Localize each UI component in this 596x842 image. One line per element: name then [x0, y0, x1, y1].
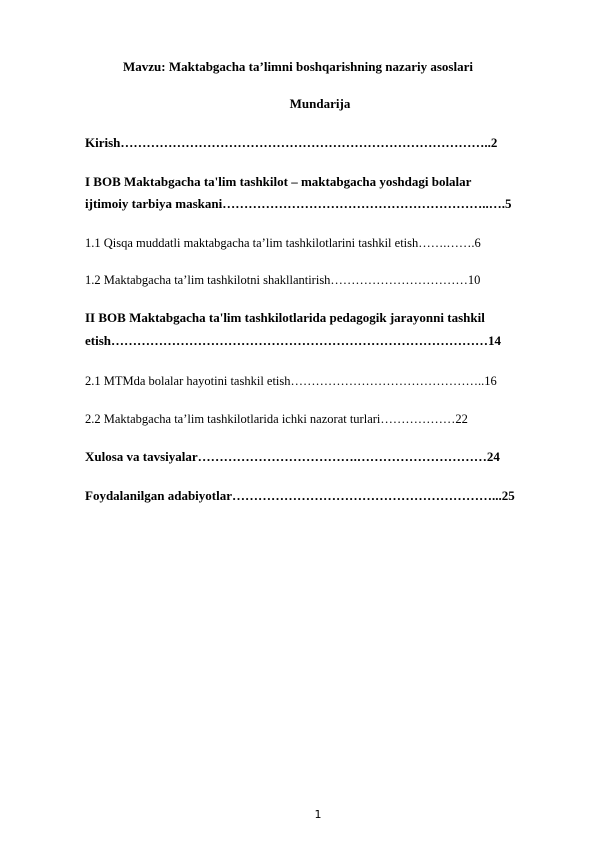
toc-entry-chapter-1-cont: ijtimoiy tarbiya maskani……………………………………………………..….5: [85, 196, 512, 211]
toc-entry-xulosa: Xulosa va tavsiyalar……………………………….…………………………24: [85, 449, 500, 464]
toc-entry-section-1-2: 1.2 Maktabgacha ta’lim tashkilotni shakllantirish……………………………10: [85, 273, 481, 287]
toc-entry-section-2-2: 2.2 Maktabgacha ta’lim tashkilotlarida ichki nazorat turlari………………22: [85, 412, 468, 426]
toc-entry-section-2-1: 2.1 MTMda bolalar hayotini tashkil etish………………………………………..16: [85, 374, 497, 388]
toc-entry-kirish: Kirish…………………………………………………………………………..2: [85, 135, 498, 150]
toc-entry-chapter-1: I BOB Maktabgacha ta'lim tashkilot – maktabgacha yoshdagi bolalar: [85, 174, 472, 189]
document-title: Mavzu: Maktabgacha ta’limni boshqarishning nazariy asoslari: [123, 59, 473, 74]
toc-heading: Mundarija: [289, 96, 351, 111]
toc-entry-chapter-2: II BOB Maktabgacha ta'lim tashkilotlarida pedagogik jarayonni tashkil: [85, 310, 485, 325]
toc-entry-chapter-2-cont: etish……………………………………………………………………………14: [85, 333, 501, 348]
toc-entry-section-1-1: 1.1 Qisqa muddatli maktabgacha ta’lim tashkilotlarini tashkil etish…….…….6: [85, 236, 481, 250]
page-number: 1: [314, 808, 322, 821]
toc-entry-adabiyotlar: Foydalanilgan adabiyotlar……………………………………………………...25: [85, 488, 515, 503]
